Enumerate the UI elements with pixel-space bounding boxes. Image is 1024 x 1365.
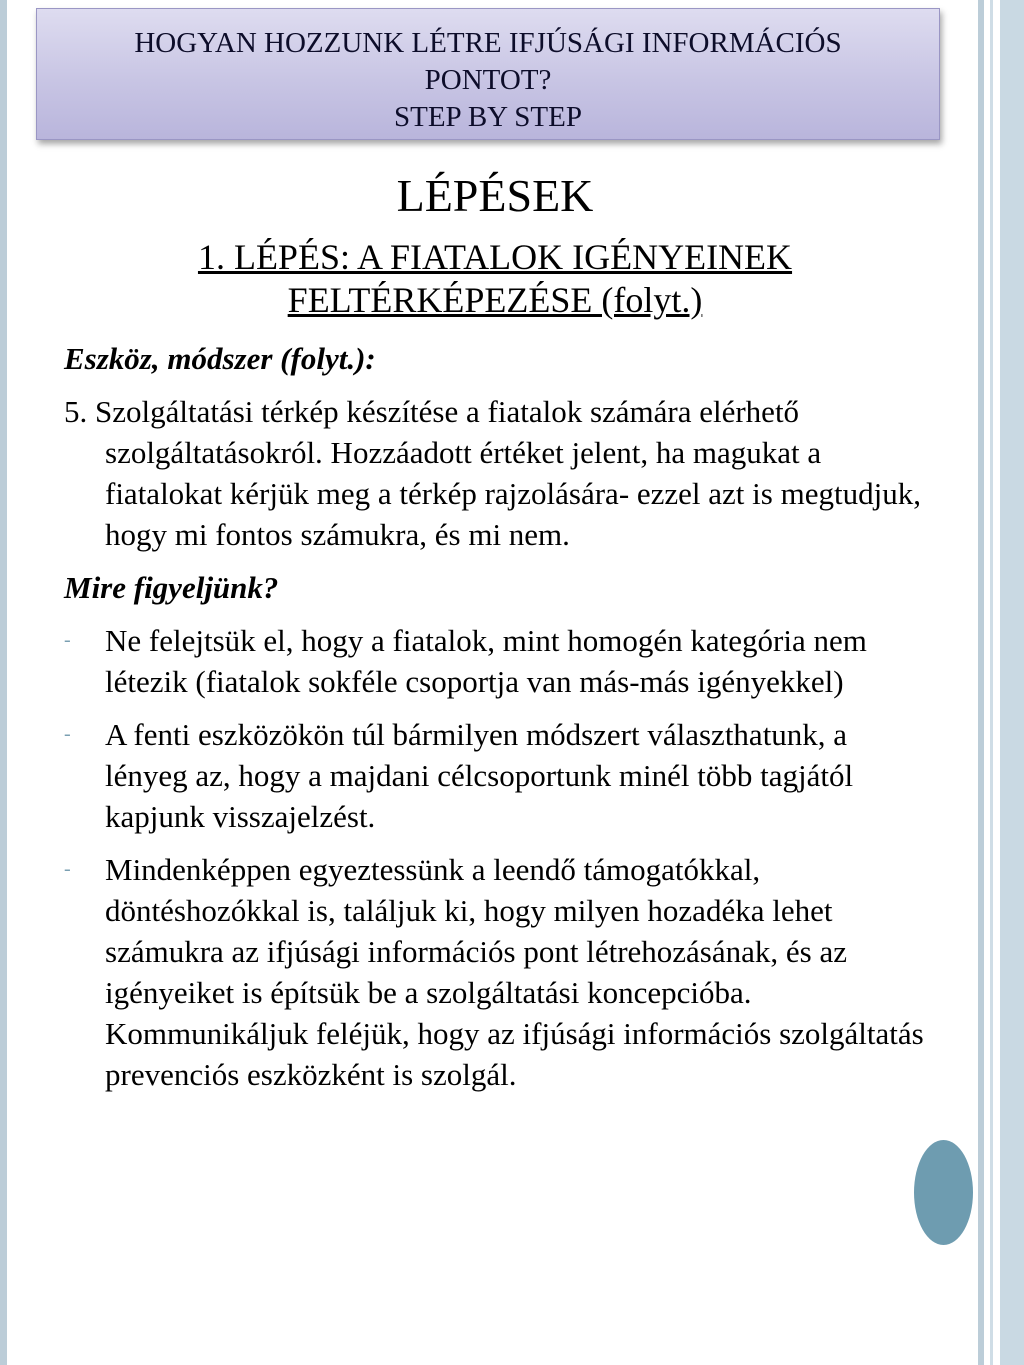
step-heading-line-2: FELTÉRKÉPEZÉSE (folyt.) <box>287 280 703 320</box>
header-line-2: PONTOT? <box>424 64 552 96</box>
bullet-text: Ne felejtsük el, hogy a fiatalok, mint homogén kategória nem létezik (fiatalok sokféle csoportja van más-más igényekkel) <box>105 623 867 699</box>
bullet-item <box>64 714 934 837</box>
attention-heading: Mire figyeljünk? <box>64 570 279 605</box>
slide-content <box>64 338 934 1107</box>
tools-heading: Eszköz, módszer (folyt.): <box>64 341 376 376</box>
bullet-item <box>64 620 934 702</box>
bullet-dash: - <box>64 723 71 745</box>
bullet-text: Mindenképpen egyeztessünk a leendő támogatókkal, döntéshozókkal is, találjuk ki, hogy milyen hozadéka lehet számukra az ifjúsági információs pont létrehozásának, és az igényeiket is építsük be a szolgáltatási koncepcióba. Kommunikáljuk feléjük, hogy az ifjúsági információs szolgáltatás prevenciós eszközként is szolgál. <box>105 852 924 1092</box>
right-decor-wide-bar <box>1000 0 1024 1365</box>
step-heading-line-1: 1. LÉPÉS: A FIATALOK IGÉNYEINEK <box>197 237 793 277</box>
bullet-text: A fenti eszközökön túl bármilyen módszert választhatunk, a lényeg az, hogy a majdani célcsoportunk minél több tagjától kapjunk visszajelzést. <box>105 717 854 834</box>
bullet-dash: - <box>64 629 71 651</box>
header-line-3: STEP BY STEP <box>393 101 582 133</box>
bullet-dash: - <box>64 858 71 880</box>
step-heading <box>60 236 930 322</box>
header-line-1: HOGYAN HOZZUNK LÉTRE IFJÚSÁGI INFORMÁCIÓS <box>134 27 842 59</box>
slide-title: LÉPÉSEK <box>396 170 594 221</box>
slide-header <box>36 8 940 140</box>
decor-circle <box>912 1138 975 1247</box>
bullet-item <box>64 849 934 1095</box>
right-decor-thin-bar <box>990 0 993 1365</box>
numbered-item-5: 5. Szolgáltatási térkép készítése a fiatalok számára elérhető szolgáltatásokról. Hozzáadott értéket jelent, ha magukat a fiatalokat kérjük meg a térkép rajzolására- ezzel azt is megtudjuk, hogy mi fontos számukra, és mi nem. <box>64 394 921 552</box>
